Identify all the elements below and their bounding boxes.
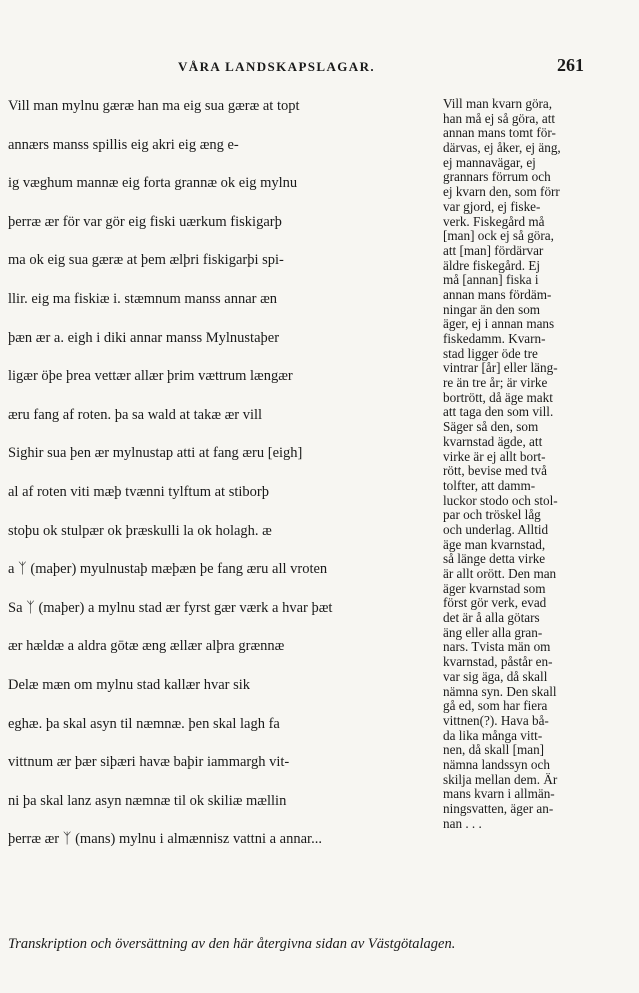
page-number: 261 — [557, 55, 584, 75]
translation-line: luckor stodo och stol- — [443, 493, 558, 508]
translation-line: att [man] fördärvar — [443, 243, 544, 258]
translation-line: stad ligger öde tre — [443, 346, 538, 361]
transcription-line: annærs manss spillis eig akri eig æng e- — [8, 136, 239, 153]
translation-line: äger kvarnstad som — [443, 581, 546, 596]
translation-line: han må ej så göra, att — [443, 111, 556, 126]
transcription-line: Vill man mylnu gæræ han ma eig sua gæræ at topt — [8, 98, 300, 114]
translation-line: gå ed, som har fiera — [443, 699, 548, 714]
figure-caption: Transkription och översättning av den här återgivna sidan av Västgötalagen. — [8, 936, 456, 952]
translation-line: ningar än den som — [443, 302, 541, 317]
transcription-line: llir. eig ma fiskiæ i. stæmnum manss annar æn — [8, 290, 278, 307]
translation-line: så länge detta virke — [443, 552, 546, 567]
translation-line: skilja mellan dem. Är — [443, 772, 558, 787]
translation-line: vittnen(?). Hava bå- — [443, 713, 549, 728]
translation-line: da lika många vitt- — [443, 728, 543, 743]
translation-line: verk. Fiskegård må — [443, 214, 545, 229]
translation-column — [443, 97, 619, 831]
translation-line: nars. Tvista män om — [443, 640, 551, 655]
transcription-line: ig væghum mannæ eig forta grannæ ok eig mylnu — [8, 175, 298, 192]
translation-line: annan mans fördäm- — [443, 287, 552, 302]
translation-line: Vill man kvarn göra, — [443, 97, 553, 111]
translation-line: [man] ock ej så göra, — [443, 229, 554, 244]
translation-line: fiskedamm. Kvarn- — [443, 332, 546, 346]
translation-line: Säger så den, som — [443, 420, 539, 435]
translation-line: äger, ej i annan mans — [443, 317, 555, 332]
translation-line: må [annan] fiska i — [443, 273, 539, 288]
translation-line: nan . . . — [443, 816, 482, 831]
transcription-line: þerræ ær för var gör eig fiski uærkum fiskigarþ — [8, 213, 282, 230]
transcription-line: ni þa skal lanz asyn næmnæ til ok skiliæ mællin — [8, 792, 287, 809]
translation-line: och underlag. Alltid — [443, 522, 549, 537]
transcription-line: þæn ær a. eigh i diki annar manss Mylnustaþer — [8, 329, 280, 346]
translation-line: kvarnstad ägde, att — [443, 434, 543, 449]
translation-line: tolfter, att damm- — [443, 478, 536, 493]
transcription-line: al af roten viti mæþ tvænni tylftum at stiborþ — [8, 483, 269, 500]
transcription-line: Sighir sua þen ær mylnustap atti at fang æru [eigh] — [8, 445, 303, 462]
translation-line: rött, bevise med två — [443, 464, 548, 479]
transcription-line: ær hældæ a aldra gōtæ æng ællær alþra grænnæ — [8, 638, 285, 655]
running-head: VÅRA LANDSKAPSLAGAR. — [178, 59, 376, 74]
translation-line: det är å alla götars — [443, 611, 540, 626]
translation-line: ej mannavägar, ej — [443, 155, 536, 170]
translation-line: äldre fiskegård. Ej — [443, 258, 541, 273]
translation-line: grannars förrum och — [443, 170, 551, 185]
translation-line: mans kvarn i allmän- — [443, 787, 555, 802]
translation-line: nämna syn. Den skall — [443, 684, 557, 699]
translation-line: nämna landssyn och — [443, 757, 550, 772]
page-header — [0, 55, 639, 79]
translation-line: annan mans tomt för- — [443, 126, 556, 141]
transcription-line: stoþu ok stulpær ok þræskulli la ok holagh. æ — [8, 522, 272, 539]
translation-line: ej kvarn den, som förr — [443, 185, 560, 200]
translation-line: nen, då skall [man] — [443, 743, 545, 758]
translation-line: äng eller alla gran- — [443, 625, 543, 640]
transcription-line: vittnum ær þær siþæri havæ baþir iammargh vit- — [8, 754, 290, 771]
transcription-line: Sa ᛉ (maþer) a mylnu stad ær fyrst gær værk a hvar þæt — [8, 599, 333, 616]
translation-line: par och tröskel låg — [443, 508, 541, 523]
translation-line: kvarnstad, påstår en- — [443, 655, 553, 670]
transcription-column — [8, 92, 436, 864]
transcription-line: ligær öþe þrea vettær allær þrim vættrum længær — [8, 368, 293, 385]
translation-line: är allt orött. Den man — [443, 567, 557, 581]
translation-line: bortrött, då äge makt — [443, 390, 553, 405]
transcription-line: a ᛉ (maþer) myulnustaþ mæþæn þe fang æru all vroten — [8, 561, 328, 578]
translation-line: därvas, ej åker, ej äng, — [443, 141, 561, 156]
transcription-line: æru fang af roten. þa sa wald at takæ ær vill — [8, 406, 263, 423]
translation-line: re än tre år; är virke — [443, 376, 548, 391]
translation-line: virke är ej allt bort- — [443, 449, 546, 464]
transcription-line: Delæ mæn om mylnu stad kallær hvar sik — [8, 676, 251, 693]
translation-line: först gör verk, evad — [443, 596, 547, 611]
translation-line: ningsvatten, äger an- — [443, 802, 554, 816]
translation-line: äge man kvarnstad, — [443, 537, 546, 552]
translation-line: var sig äga, då skall — [443, 669, 548, 684]
transcription-line: þerræ ær ᛉ (mans) mylnu i almænnisz vattni a annar... — [8, 831, 322, 848]
transcription-line: ma ok eig sua gæræ at þem ælþri fiskigarþi spi- — [8, 252, 284, 269]
translation-line: var gjord, ej fiske- — [443, 199, 541, 214]
translation-line: vintrar [år] eller läng- — [443, 361, 558, 376]
transcription-line: eghæ. þa skal asyn til næmnæ. þen skal lagh fa — [8, 715, 280, 732]
translation-line: att taga den som vill. — [443, 405, 554, 420]
